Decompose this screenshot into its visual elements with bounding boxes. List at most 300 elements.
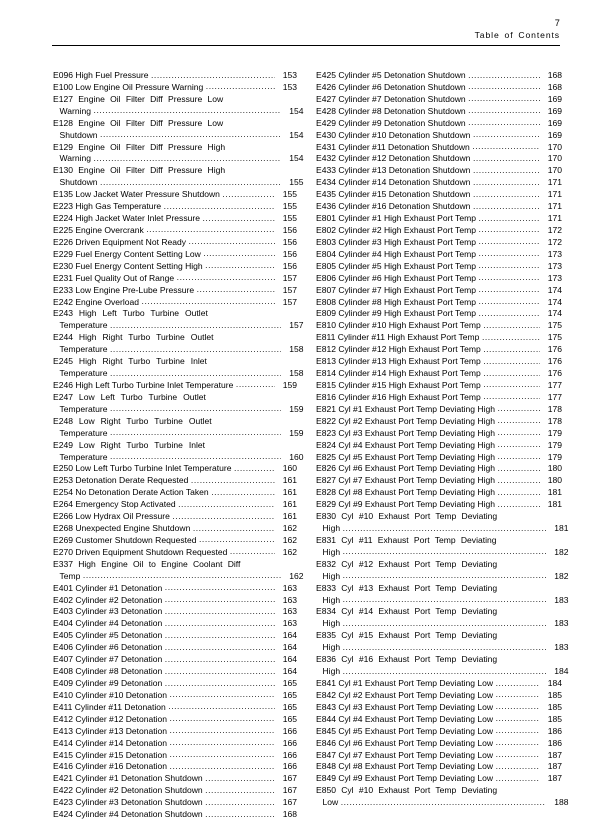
toc-leader-dots	[168, 701, 274, 713]
toc-entry-label: E813 Cylinder #13 High Exhaust Port Temp	[316, 356, 481, 367]
toc-entry-label: High	[322, 666, 341, 677]
toc-entry[interactable]	[316, 380, 562, 392]
toc-entry-label: E827 Cyl #7 Exhaust Port Temp Deviating High	[316, 475, 495, 486]
toc-entry-page-number: 185	[547, 689, 562, 700]
toc-entry-label: E413 Cylinder #13 Detonation	[53, 725, 168, 736]
toc-leader-dots	[202, 213, 274, 225]
toc-entry[interactable]	[53, 117, 304, 142]
toc-entry-label: E229 Fuel Energy Content Setting Low	[53, 248, 201, 259]
toc-leader-dots	[468, 93, 539, 105]
toc-entry[interactable]	[53, 380, 297, 392]
toc-entry[interactable]	[53, 618, 297, 630]
toc-entry[interactable]	[53, 726, 297, 738]
toc-entry-line	[316, 94, 562, 106]
toc-entry-line	[53, 630, 297, 642]
toc-entry[interactable]	[53, 738, 297, 750]
toc-leader-dots	[165, 654, 275, 666]
toc-entry-line	[53, 142, 297, 154]
toc-entry-page-number: 163	[282, 594, 297, 605]
toc-entry[interactable]	[53, 583, 297, 595]
toc-entry[interactable]	[316, 726, 562, 738]
toc-entry[interactable]	[316, 70, 562, 82]
toc-entry[interactable]	[53, 666, 297, 678]
toc-entry-page-number: 184	[554, 666, 569, 677]
toc-leader-dots	[170, 725, 275, 737]
toc-entry[interactable]	[53, 606, 297, 618]
toc-entry-page-number: 164	[282, 642, 297, 653]
toc-entry-page-number: 186	[547, 725, 562, 736]
toc-entry[interactable]	[316, 153, 562, 165]
toc-entry-label: E245 High Right Turbo Turbine Inlet	[53, 356, 207, 367]
toc-entry-label: E811 Cylinder #11 High Exhaust Port Temp	[316, 332, 480, 343]
toc-entry-label: E223 High Gas Temperature	[53, 201, 162, 212]
toc-entry[interactable]	[53, 189, 297, 201]
toc-entry[interactable]	[316, 606, 569, 630]
toc-entry-label: E403 Cylinder #3 Detonation	[53, 606, 163, 617]
toc-entry-line	[53, 94, 297, 106]
toc-entry[interactable]	[53, 714, 297, 726]
toc-entry[interactable]	[53, 773, 297, 785]
toc-entry-page-number: 154	[289, 129, 304, 140]
toc-entry[interactable]	[316, 237, 562, 249]
toc-entry-label: E426 Cylinder #6 Detonation Shutdown	[316, 81, 466, 92]
toc-leader-dots	[170, 737, 275, 749]
toc-entry-label: E405 Cylinder #5 Detonation	[53, 630, 163, 641]
toc-leader-dots	[110, 368, 281, 380]
toc-entry[interactable]	[316, 738, 562, 750]
toc-leader-dots	[496, 737, 540, 749]
toc-entry[interactable]	[53, 415, 304, 440]
toc-entry-page-number: 171	[547, 201, 562, 212]
toc-leader-dots	[343, 666, 546, 678]
toc-entry[interactable]	[316, 189, 562, 201]
toc-entry[interactable]	[316, 487, 562, 499]
toc-entry-line	[53, 606, 297, 618]
toc-entry[interactable]	[53, 499, 297, 511]
toc-entry-line	[53, 213, 297, 225]
toc-entry-label: E129 Engine Oil Filter Diff Pressure High	[53, 141, 226, 152]
toc-entry[interactable]	[53, 93, 304, 118]
toc-entry-page-number: 163	[282, 582, 297, 593]
toc-entry[interactable]	[53, 595, 297, 607]
toc-entry-line	[316, 618, 569, 630]
toc-entry-label: E412 Cylinder #12 Detonation	[53, 713, 168, 724]
toc-leader-dots	[478, 248, 539, 260]
toc-entry-label: E233 Low Engine Pre-Lube Pressure	[53, 284, 195, 295]
toc-entry[interactable]	[53, 332, 304, 356]
toc-leader-dots	[146, 224, 274, 236]
toc-entry-line	[316, 261, 562, 273]
toc-entry-page-number: 166	[282, 737, 297, 748]
toc-entry-label: E428 Cylinder #8 Detonation Shutdown	[316, 105, 466, 116]
toc-entry-line	[53, 535, 297, 547]
toc-entry[interactable]	[316, 404, 562, 416]
toc-entry[interactable]	[53, 70, 297, 82]
toc-entry[interactable]	[53, 511, 297, 523]
toc-entry[interactable]	[316, 558, 569, 583]
toc-entry[interactable]	[53, 225, 297, 237]
toc-entry-page-number: 162	[282, 523, 297, 534]
toc-entry-line	[53, 177, 304, 189]
toc-entry[interactable]	[316, 428, 562, 440]
toc-entry[interactable]	[316, 356, 562, 368]
toc-leader-dots	[496, 678, 540, 690]
toc-entry[interactable]	[53, 141, 304, 166]
toc-leader-dots	[483, 379, 539, 391]
toc-columns	[0, 70, 612, 821]
toc-entry-label: E830 Cyl #10 Exhaust Port Temp Deviating	[316, 511, 498, 522]
toc-entry-line	[53, 571, 304, 583]
toc-entry[interactable]	[53, 356, 304, 380]
toc-entry[interactable]	[316, 392, 562, 404]
toc-entry-page-number: 179	[547, 451, 562, 462]
toc-leader-dots	[165, 666, 275, 678]
toc-entry[interactable]	[316, 440, 562, 452]
toc-leader-dots	[478, 284, 539, 296]
toc-leader-dots	[170, 749, 275, 761]
toc-entry[interactable]	[316, 249, 562, 261]
toc-entry-label: E416 Cylinder #16 Detonation	[53, 761, 168, 772]
toc-entry[interactable]	[316, 142, 562, 154]
toc-entry[interactable]	[53, 809, 297, 821]
toc-entry[interactable]	[316, 785, 569, 809]
toc-entry[interactable]	[53, 761, 297, 773]
toc-entry-line	[316, 547, 569, 559]
toc-entry-label: E831 Cyl #11 Exhaust Port Temp Deviating	[316, 534, 497, 545]
toc-entry[interactable]	[53, 261, 297, 273]
toc-entry-line	[53, 118, 297, 130]
toc-entry-label: E421 Cylinder #1 Detonation Shutdown	[53, 773, 203, 784]
toc-entry-line	[53, 297, 297, 309]
toc-entry[interactable]	[316, 582, 569, 607]
toc-leader-dots	[473, 189, 540, 201]
toc-entry-page-number: 164	[282, 654, 297, 665]
toc-entry-page-number: 174	[547, 284, 562, 295]
toc-entry-page-number: 169	[547, 105, 562, 116]
toc-entry-page-number: 158	[289, 368, 304, 379]
toc-leader-dots	[478, 236, 539, 248]
toc-entry-label: E253 Detonation Derate Requested	[53, 475, 189, 486]
toc-entry-page-number: 155	[282, 213, 297, 224]
toc-entry-label: E429 Cylinder #9 Detonation Shutdown	[316, 117, 466, 128]
toc-leader-dots	[483, 320, 539, 332]
toc-leader-dots	[343, 618, 546, 630]
toc-entry-line	[53, 809, 297, 821]
toc-leader-dots	[478, 224, 539, 236]
toc-entry-line	[53, 511, 297, 523]
toc-entry[interactable]	[316, 654, 569, 678]
toc-entry[interactable]	[316, 261, 562, 273]
toc-entry[interactable]	[316, 201, 562, 213]
toc-entry[interactable]	[53, 558, 304, 583]
toc-entry-line	[53, 642, 297, 654]
toc-entry-label: E808 Cylinder #8 High Exhaust Port Temp	[316, 296, 476, 307]
toc-entry[interactable]	[316, 511, 569, 535]
toc-entry[interactable]	[316, 416, 562, 428]
toc-entry[interactable]	[316, 273, 562, 285]
toc-leader-dots	[203, 248, 274, 260]
toc-leader-dots	[473, 177, 540, 189]
toc-entry-page-number: 155	[289, 177, 304, 188]
toc-entry[interactable]	[316, 297, 562, 309]
toc-entry[interactable]	[316, 368, 562, 380]
toc-leader-dots	[496, 725, 540, 737]
toc-entry[interactable]	[316, 452, 562, 464]
toc-entry-line	[316, 285, 562, 297]
toc-entry-line	[53, 475, 297, 487]
toc-entry-line	[316, 750, 562, 762]
toc-entry-label: E411 Cylinder #11 Detonation	[53, 701, 166, 712]
toc-entry-label: E242 Engine Overload	[53, 296, 140, 307]
toc-entry-line	[53, 773, 297, 785]
toc-entry-line	[316, 428, 562, 440]
toc-entry-page-number: 168	[282, 809, 297, 820]
toc-entry[interactable]	[316, 750, 562, 762]
toc-leader-dots	[142, 296, 275, 308]
toc-entry-label: E843 Cyl #3 Exhaust Port Temp Deviating Low	[316, 701, 494, 712]
toc-entry[interactable]	[316, 475, 562, 487]
toc-entry-page-number: 159	[289, 427, 304, 438]
toc-entry[interactable]	[316, 630, 569, 654]
toc-leader-dots	[110, 403, 281, 415]
toc-entry-line	[316, 165, 562, 177]
toc-entry-label: Temperature	[59, 320, 108, 331]
toc-entry[interactable]	[316, 499, 562, 511]
toc-entry-label: E100 Low Engine Oil Pressure Warning	[53, 81, 204, 92]
toc-entry-label: E821 Cyl #1 Exhaust Port Temp Deviating High	[316, 403, 495, 414]
toc-entry[interactable]	[53, 439, 304, 464]
toc-entry[interactable]	[53, 785, 297, 797]
toc-entry[interactable]	[316, 285, 562, 297]
toc-leader-dots	[468, 117, 539, 129]
toc-entry-line	[316, 213, 562, 225]
toc-entry[interactable]	[316, 463, 562, 475]
toc-entry-line	[316, 714, 562, 726]
toc-entry-page-number: 168	[547, 70, 562, 80]
toc-entry[interactable]	[53, 797, 297, 809]
toc-entry[interactable]	[316, 130, 562, 142]
toc-entry-label: Shutdown	[59, 177, 98, 188]
toc-entry[interactable]	[53, 308, 304, 332]
toc-entry[interactable]	[53, 535, 297, 547]
toc-entry-line	[53, 308, 297, 320]
toc-entry[interactable]	[53, 297, 297, 309]
toc-entry-page-number: 187	[547, 773, 562, 784]
toc-entry[interactable]	[316, 165, 562, 177]
toc-entry-label: E425 Cylinder #5 Detonation Shutdown	[316, 70, 466, 80]
toc-entry-page-number: 172	[547, 224, 562, 235]
toc-entry[interactable]	[53, 642, 297, 654]
toc-entry-line	[53, 82, 297, 94]
toc-entry[interactable]	[53, 237, 297, 249]
toc-entry-page-number: 171	[547, 177, 562, 188]
toc-entry-line	[316, 535, 562, 547]
toc-entry-line	[316, 249, 562, 261]
toc-entry-page-number: 157	[282, 284, 297, 295]
toc-entry-page-number: 154	[289, 153, 304, 164]
toc-entry-page-number: 175	[547, 320, 562, 331]
toc-entry-label: E406 Cylinder #6 Detonation	[53, 642, 163, 653]
toc-entry-label: E433 Cylinder #13 Detonation Shutdown	[316, 165, 471, 176]
toc-entry-line	[316, 702, 562, 714]
toc-entry-page-number: 159	[282, 379, 297, 390]
toc-entry[interactable]	[53, 165, 304, 189]
toc-entry[interactable]	[53, 678, 297, 690]
toc-leader-dots	[165, 582, 275, 594]
toc-entry-line	[316, 726, 562, 738]
toc-leader-dots	[343, 523, 546, 535]
toc-entry-line	[53, 130, 304, 142]
toc-entry-label: E841 Cyl #1 Exhaust Port Temp Deviating Low	[316, 678, 494, 689]
toc-entry-line	[53, 714, 297, 726]
toc-entry-page-number: 168	[547, 81, 562, 92]
toc-leader-dots	[165, 618, 275, 630]
toc-leader-dots	[94, 105, 281, 117]
toc-entry-line	[316, 404, 562, 416]
toc-entry-page-number: 162	[282, 534, 297, 545]
toc-leader-dots	[165, 630, 275, 642]
toc-entry[interactable]	[53, 82, 297, 94]
toc-entry[interactable]	[53, 654, 297, 666]
toc-entry-page-number: 166	[282, 749, 297, 760]
toc-entry-page-number: 174	[547, 296, 562, 307]
toc-entry[interactable]	[316, 94, 562, 106]
toc-entry[interactable]	[53, 702, 297, 714]
toc-entry-line	[53, 452, 304, 464]
toc-entry-line	[316, 523, 569, 535]
toc-entry[interactable]	[53, 201, 297, 213]
toc-entry-line	[316, 511, 562, 523]
toc-entry-page-number: 160	[282, 463, 297, 474]
toc-entry[interactable]	[316, 225, 562, 237]
toc-leader-dots	[165, 678, 275, 690]
toc-leader-dots	[343, 546, 546, 558]
toc-entry-page-number: 166	[282, 761, 297, 772]
toc-entry[interactable]	[316, 82, 562, 94]
toc-entry-page-number: 182	[554, 570, 569, 581]
toc-leader-dots	[110, 451, 281, 463]
toc-entry-label: E225 Engine Overcrank	[53, 224, 144, 235]
toc-entry-line	[53, 332, 297, 344]
toc-entry-line	[316, 153, 562, 165]
toc-entry-line	[316, 106, 562, 118]
toc-entry-line	[316, 499, 562, 511]
toc-entry[interactable]	[53, 273, 297, 285]
toc-leader-dots	[211, 487, 274, 499]
toc-leader-dots	[170, 689, 275, 701]
toc-entry[interactable]	[53, 391, 304, 416]
toc-entry-line	[316, 237, 562, 249]
toc-entry-line	[316, 678, 562, 690]
toc-entry[interactable]	[316, 118, 562, 130]
toc-entry-line	[316, 571, 569, 583]
toc-entry[interactable]	[316, 106, 562, 118]
toc-entry[interactable]	[316, 332, 562, 344]
toc-entry-page-number: 181	[547, 499, 562, 510]
toc-entry-line	[53, 428, 304, 440]
toc-entry[interactable]	[316, 344, 562, 356]
toc-entry-line	[316, 487, 562, 499]
toc-leader-dots	[468, 81, 539, 93]
toc-entry-line	[316, 642, 569, 654]
toc-leader-dots	[236, 379, 275, 391]
toc-leader-dots	[483, 368, 539, 380]
toc-entry[interactable]	[316, 308, 562, 320]
toc-entry-label: E244 High Right Turbo Turbine Outlet	[53, 332, 214, 343]
toc-entry[interactable]	[53, 750, 297, 762]
toc-entry[interactable]	[53, 463, 297, 475]
toc-entry[interactable]	[53, 285, 297, 297]
toc-entry-line	[53, 750, 297, 762]
toc-entry-label: E128 Engine Oil Filter Diff Pressure Low	[53, 117, 224, 128]
toc-entry[interactable]	[316, 702, 562, 714]
toc-leader-dots	[234, 463, 275, 475]
toc-entry-page-number: 153	[282, 70, 297, 80]
toc-entry-label: High	[322, 642, 341, 653]
toc-entry-label: E812 Cylinder #12 High Exhaust Port Temp	[316, 344, 481, 355]
toc-entry-label: Temperature	[59, 368, 108, 379]
toc-entry[interactable]	[53, 690, 297, 702]
toc-entry-page-number: 165	[282, 713, 297, 724]
toc-entry[interactable]	[316, 773, 562, 785]
toc-entry-label: E226 Driven Equipment Not Ready	[53, 236, 187, 247]
toc-entry-label: E243 High Left Turbo Turbine Outlet	[53, 308, 208, 319]
toc-entry-line	[53, 106, 304, 118]
toc-leader-dots	[206, 81, 275, 93]
toc-entry[interactable]	[53, 630, 297, 642]
toc-entry[interactable]	[53, 547, 297, 559]
toc-entry[interactable]	[53, 475, 297, 487]
toc-entry-line	[53, 189, 297, 201]
toc-entry-label: E834 Cyl #14 Exhaust Port Temp Deviating	[316, 606, 498, 617]
toc-leader-dots	[478, 308, 539, 320]
toc-leader-dots	[497, 475, 539, 487]
toc-entry[interactable]	[316, 320, 562, 332]
toc-entry-label: Warning	[59, 105, 92, 116]
toc-entry-line	[316, 332, 562, 344]
toc-entry-page-number: 159	[289, 403, 304, 414]
toc-entry[interactable]	[316, 534, 569, 559]
toc-entry-label: E803 Cylinder #3 High Exhaust Port Temp	[316, 236, 476, 247]
toc-entry[interactable]	[316, 177, 562, 189]
toc-entry-page-number: 163	[282, 606, 297, 617]
toc-entry-line	[316, 606, 562, 618]
toc-entry-label: Shutdown	[59, 129, 98, 140]
toc-leader-dots	[497, 439, 539, 451]
toc-entry-line	[316, 392, 562, 404]
toc-entry-line	[53, 320, 304, 332]
toc-leader-dots	[100, 129, 281, 141]
toc-entry[interactable]	[53, 523, 297, 535]
toc-leader-dots	[170, 713, 275, 725]
toc-entry[interactable]	[53, 249, 297, 261]
toc-entry[interactable]	[53, 213, 297, 225]
toc-entry[interactable]	[316, 213, 562, 225]
toc-entry-label: E822 Cyl #2 Exhaust Port Temp Deviating High	[316, 415, 495, 426]
toc-entry-line	[53, 356, 297, 368]
toc-leader-dots	[497, 415, 539, 427]
toc-leader-dots	[94, 153, 281, 165]
toc-entry-label: E268 Unexpected Engine Shutdown	[53, 523, 191, 534]
toc-entry-page-number: 156	[282, 248, 297, 259]
toc-entry-line	[316, 368, 562, 380]
toc-entry[interactable]	[316, 678, 562, 690]
toc-entry[interactable]	[53, 487, 297, 499]
toc-entry[interactable]	[316, 714, 562, 726]
toc-entry[interactable]	[316, 690, 562, 702]
toc-entry[interactable]	[316, 761, 562, 773]
toc-entry-line	[53, 273, 297, 285]
